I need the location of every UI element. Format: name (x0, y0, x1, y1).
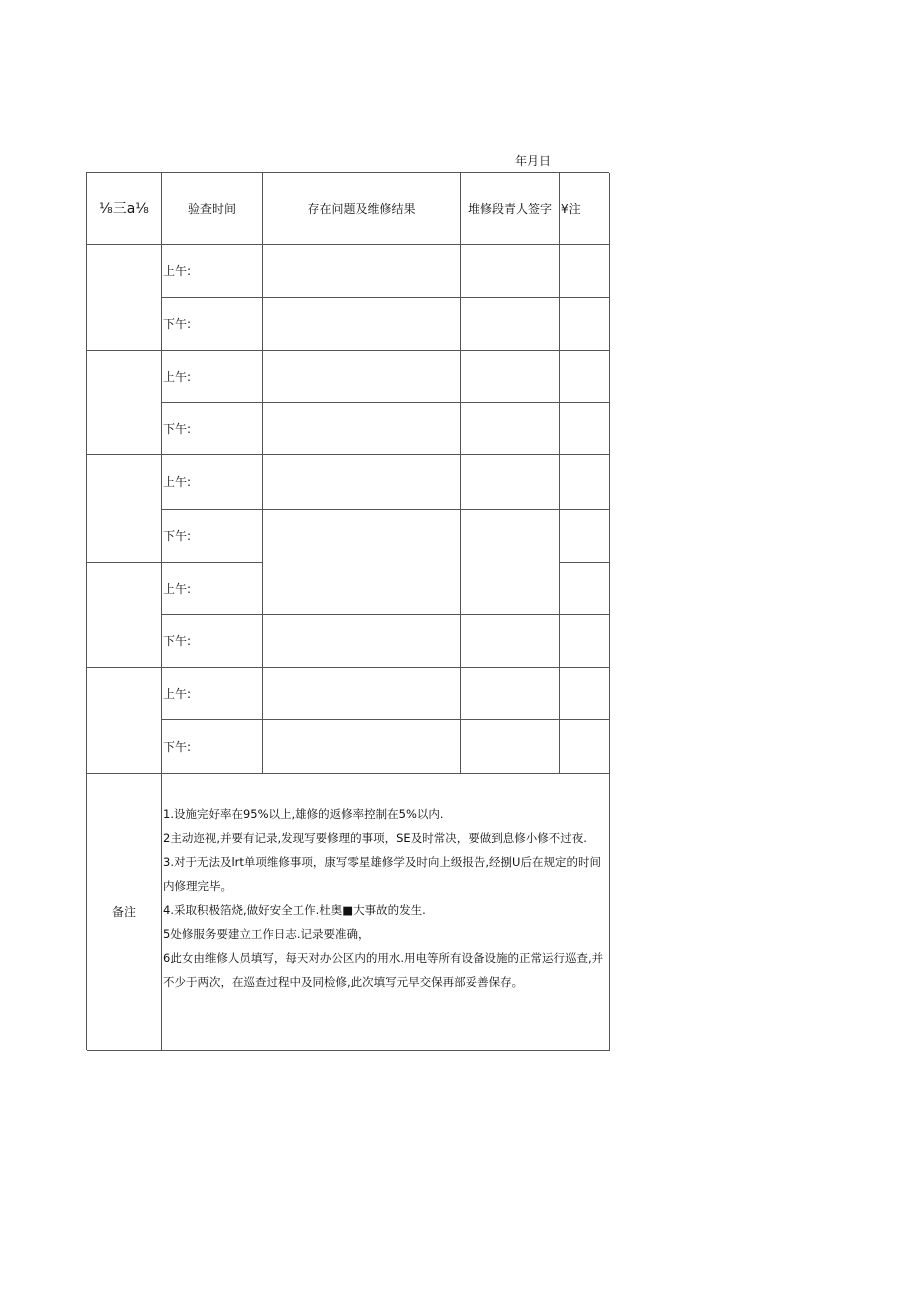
remark-cell[interactable] (560, 563, 610, 615)
remark-cell[interactable] (560, 351, 610, 403)
signature-cell[interactable] (461, 298, 560, 351)
header-check-time: 验查时间 (162, 173, 263, 245)
remark-cell[interactable] (560, 455, 610, 510)
issues-cell[interactable] (263, 720, 461, 774)
remark-cell[interactable] (560, 615, 610, 668)
date-cell-2[interactable] (87, 351, 162, 455)
header-issues: 存在问题及维修结果 (263, 173, 461, 245)
inspection-table (86, 172, 609, 1050)
time-am-4: 上午: (162, 563, 263, 615)
time-pm-4: 下午: (162, 615, 263, 668)
time-pm-1: 下午: (162, 298, 263, 351)
time-pm-3: 下午: (162, 510, 263, 563)
time-pm-2: 下午: (162, 403, 263, 455)
header-signature: 堆修段青人签字 (461, 173, 560, 245)
issues-cell[interactable] (263, 455, 461, 510)
issues-cell-merged[interactable] (263, 510, 461, 615)
signature-cell[interactable] (461, 720, 560, 774)
signature-cell-merged[interactable] (461, 510, 560, 615)
remark-cell[interactable] (560, 510, 610, 563)
date-cell-4[interactable] (87, 563, 162, 668)
issues-cell[interactable] (263, 403, 461, 455)
note-item: 5处修服务要建立工作日志.记录要准确， (163, 927, 370, 941)
time-am-2: 上午: (162, 351, 263, 403)
issues-cell[interactable] (263, 615, 461, 668)
header-date: ⅛三a⅛ (87, 173, 162, 245)
issues-cell[interactable] (263, 351, 461, 403)
signature-cell[interactable] (461, 245, 560, 298)
date-cell-1[interactable] (87, 245, 162, 351)
remark-cell[interactable] (560, 245, 610, 298)
remark-cell[interactable] (560, 298, 610, 351)
remark-cell[interactable] (560, 668, 610, 720)
remark-cell[interactable] (560, 720, 610, 774)
note-item: 1.设施完好率在95%以上,雄修的返修率控制在5%以内. (163, 807, 444, 821)
issues-cell[interactable] (263, 245, 461, 298)
signature-cell[interactable] (461, 351, 560, 403)
signature-cell[interactable] (461, 455, 560, 510)
signature-cell[interactable] (461, 403, 560, 455)
note-item: 4.采取积极箔烧,做好安全工作.杜奥■大事故的发生. (163, 903, 426, 917)
note-item: 6此女由维修人员填写，每天对办公区内的用水.用电等所有设备设施的正常运行巡查,并不少于两次，在巡查过程中及同检修,此次填写元早交保再部妥善保存。 (163, 951, 604, 989)
notes-body (162, 774, 610, 1051)
date-cell-3[interactable] (87, 455, 162, 563)
notes-list (163, 802, 607, 994)
remark-cell[interactable] (560, 403, 610, 455)
date-line: 年月日 (515, 154, 552, 168)
time-am-1: 上午: (162, 245, 263, 298)
signature-cell[interactable] (461, 668, 560, 720)
signature-cell[interactable] (461, 615, 560, 668)
note-item: 2主动迩视,并要有记录,发现写要修理的事项，SE及时常决，要做到息修小修不过夜. (163, 831, 587, 845)
date-cell-5[interactable] (87, 668, 162, 774)
header-remark: ¥注 (560, 173, 610, 245)
time-am-5: 上午: (162, 668, 263, 720)
time-pm-5: 下午: (162, 720, 263, 774)
time-am-3: 上午: (162, 455, 263, 510)
issues-cell[interactable] (263, 668, 461, 720)
issues-cell[interactable] (263, 298, 461, 351)
notes-label: 备注 (87, 774, 162, 1051)
note-item: 3.对于无法及lrt单项维修事项，康写零星雄修学及时向上级报告,经捌U后在规定的时间内修理完毕。 (163, 855, 601, 893)
